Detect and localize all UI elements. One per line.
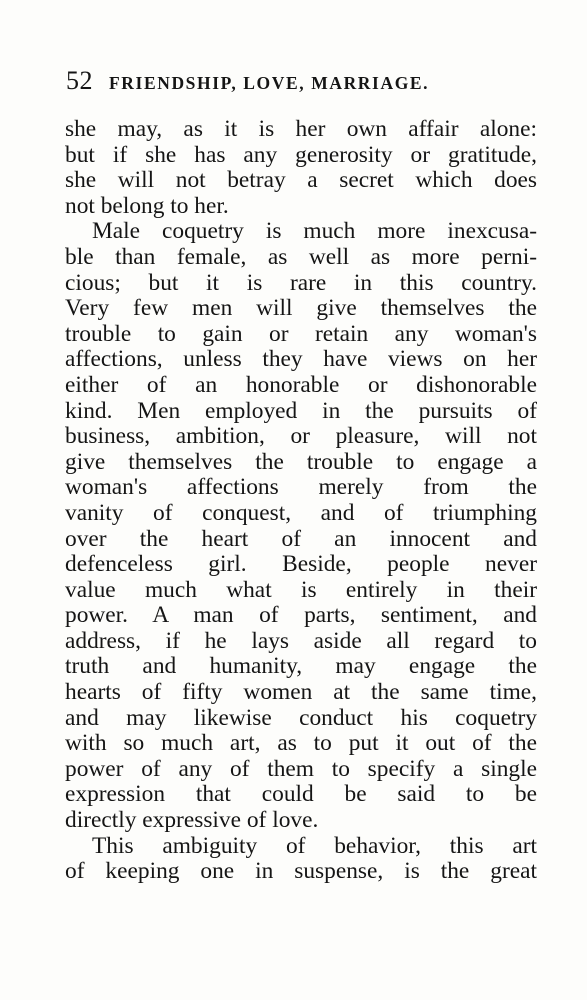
text-line: power. A man of parts, sentiment, and (65, 603, 537, 629)
text-line: over the heart of an innocent and (65, 526, 537, 552)
running-head: FRIENDSHIP, LOVE, MARRIAGE. (109, 73, 430, 93)
text-line: Male coquetry is much more inexcusa- (92, 219, 537, 245)
page-header (66, 66, 546, 106)
text-line: directly expressive of love. (65, 808, 319, 834)
text-line: defenceless girl. Beside, people never (65, 552, 537, 578)
text-line: not belong to her. (65, 193, 229, 219)
text-line: vanity of conquest, and of triumphing (65, 500, 537, 526)
text-line: address, if he lays aside all regard to (65, 628, 537, 654)
text-line: she may, as it is her own affair alone: (65, 117, 537, 142)
text-line: woman's affections merely from the (65, 475, 537, 501)
text-line: Very few men will give themselves the (65, 296, 537, 322)
text-line: cious; but it is rare in this country. (65, 270, 537, 296)
text-line: give themselves the trouble to engage a (65, 449, 537, 475)
text-line: trouble to gain or retain any woman's (65, 321, 537, 347)
text-line: expression that could be said to be (65, 782, 537, 808)
text-line: kind. Men employed in the pursuits of (65, 398, 537, 424)
page-number: 52 (66, 66, 93, 95)
text-line: power of any of them to specify a single (65, 756, 537, 782)
body-text (65, 117, 537, 885)
text-line: but if she has any generosity or gratitude, (65, 142, 537, 168)
text-line: value much what is entirely in their (65, 577, 537, 603)
text-line: business, ambition, or pleasure, will not (65, 424, 537, 450)
text-line: hearts of fifty women at the same time, (65, 680, 537, 706)
text-line: affections, unless they have views on her (65, 347, 537, 373)
text-line: truth and humanity, may engage the (65, 654, 537, 680)
text-line: and may likewise conduct his coquetry (65, 705, 537, 731)
text-line: of keeping one in suspense, is the great (65, 859, 537, 885)
text-line: ble than female, as well as more perni- (65, 244, 537, 270)
text-line: with so much art, as to put it out of the (65, 731, 537, 757)
text-line: either of an honorable or dishonorable (65, 372, 537, 398)
text-line: she will not betray a secret which does (65, 168, 537, 194)
text-line: This ambiguity of behavior, this art (92, 833, 537, 859)
